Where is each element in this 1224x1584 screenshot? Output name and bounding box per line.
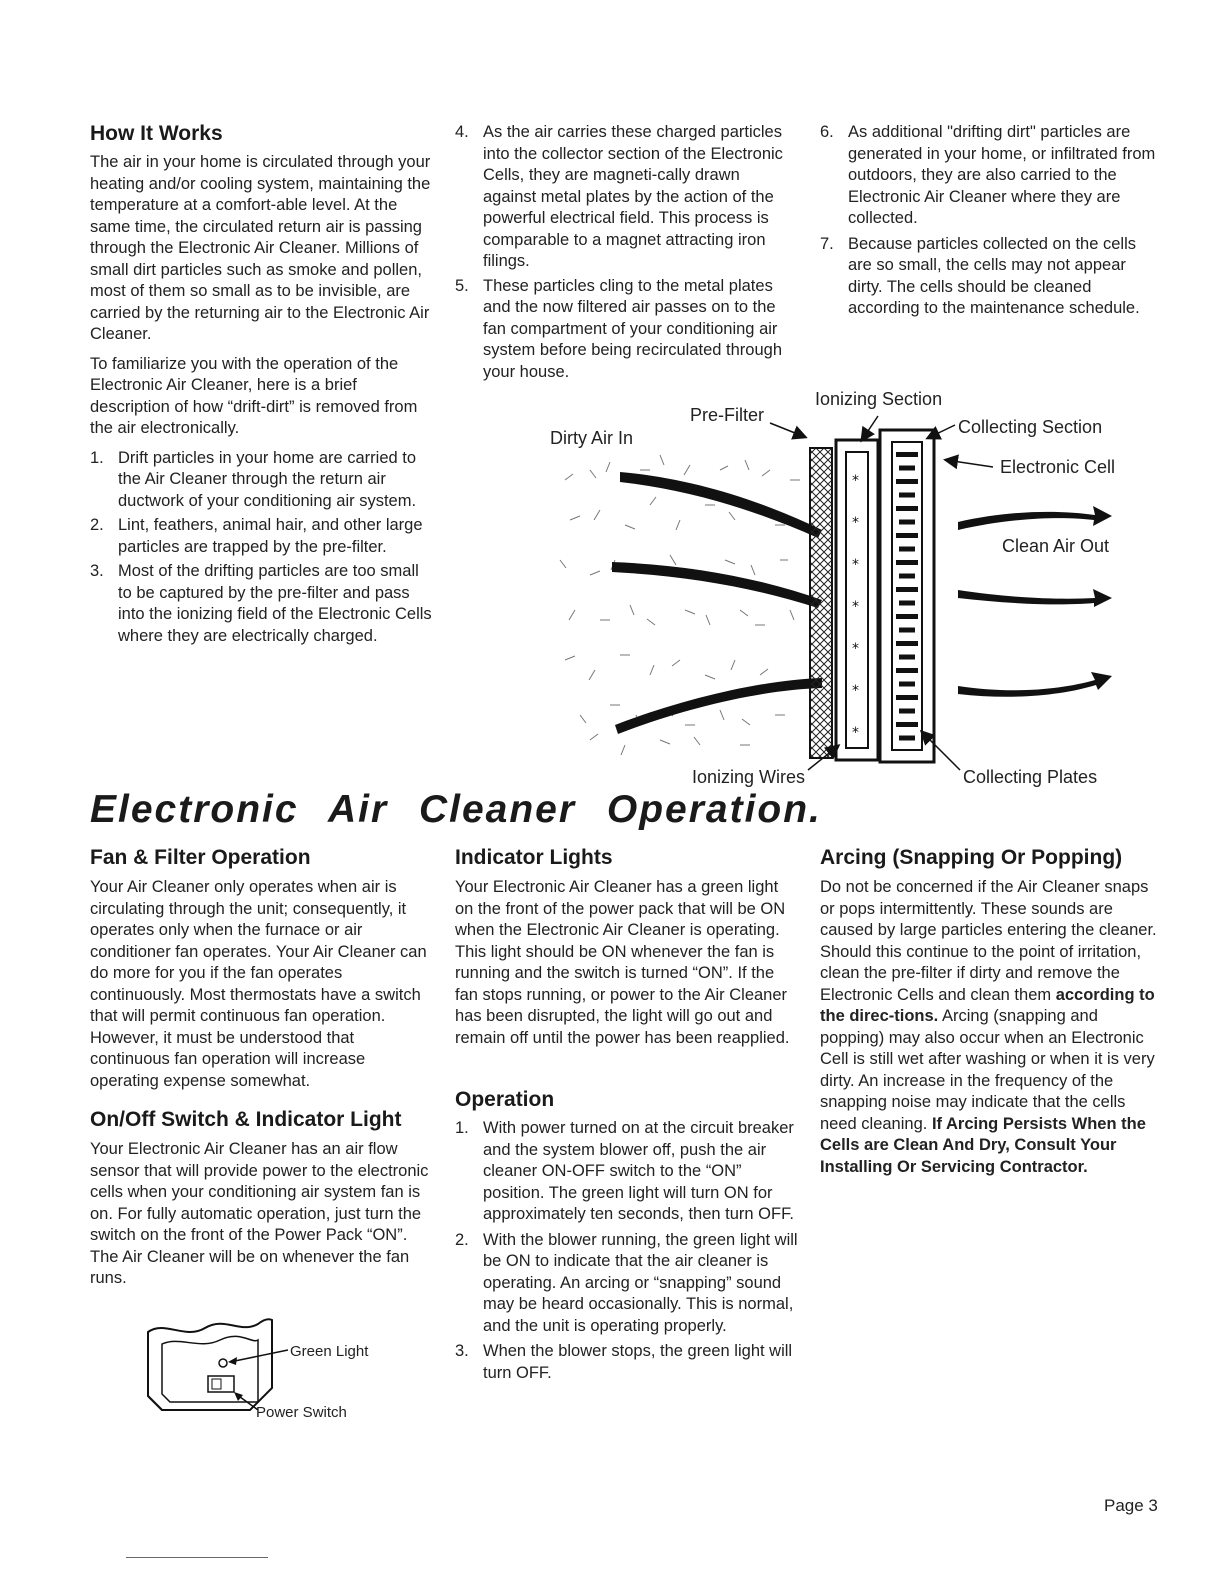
- how-it-works-steps-b: [455, 122, 795, 383]
- list-item: 1. Drift particles in your home are carried to the Air Cleaner through the return air ductwork of your conditioning air system.: [90, 448, 417, 510]
- collecting-plate: [899, 628, 915, 633]
- collecting-plate: [899, 466, 915, 471]
- fan-filter-section: [90, 846, 435, 1092]
- collecting-plate: [896, 641, 918, 646]
- collecting-plates-label: Collecting Plates: [963, 767, 1098, 787]
- how-it-works-steps-c: [820, 122, 1160, 320]
- ionizing-wires-label: Ionizing Wires: [692, 767, 806, 787]
- arcing-heading: Arcing (Snapping Or Popping): [820, 846, 1123, 869]
- pre-filter-panel: [810, 448, 832, 758]
- collecting-plate: [899, 547, 915, 552]
- collecting-section-label: Collecting Section: [958, 417, 1103, 437]
- collecting-plate: [896, 560, 918, 565]
- indicator-heading: Indicator Lights: [455, 846, 613, 869]
- svg-text:*: *: [852, 599, 859, 615]
- list-item: 1. With power turned on at the circuit breaker and the system blower off, push the air cleaner ON-OFF switch to the “ON” position. The green light will turn ON for approximately ten seconds, then turn OFF.: [455, 1119, 794, 1223]
- collecting-plate: [899, 520, 915, 525]
- collecting-plate: [896, 614, 918, 619]
- dirty-air-in-label: Dirty Air In: [550, 428, 634, 448]
- collecting-plate: [899, 655, 915, 660]
- page-title: Electronic Air Cleaner Operation.: [90, 788, 822, 831]
- collecting-plate: [899, 682, 915, 687]
- svg-text:*: *: [852, 557, 859, 573]
- clean-air-out-label: Clean Air Out: [1002, 536, 1110, 556]
- indicator-text: Your Electronic Air Cleaner has a green light on the front of the power pack that will be ON when the Electronic Air Cleaner is operating. This light should be ON whenever the fan is running and the switch is turned “ON”. If the fan stops running, or power to the Air Cleaner has been disrupted, the light will go out and remain off until the power has been reapplied.: [455, 878, 790, 1047]
- list-item: 2. With the blower running, the green light will be ON to indicate that the air cleaner is operating. An arcing or “snapping” sound may be heard occasionally. This is normal, and the unit is operating properly.: [455, 1230, 798, 1335]
- power-switch-label: Power Switch: [256, 1404, 347, 1421]
- dirty-air-arrows: [612, 472, 822, 734]
- electronic-cell-label: Electronic Cell: [1000, 457, 1116, 477]
- collecting-plate: [899, 709, 915, 714]
- collecting-plate: [896, 452, 918, 457]
- svg-text:*: *: [852, 725, 859, 741]
- list-item: 3. When the blower stops, the green light will turn OFF.: [455, 1342, 793, 1382]
- list-item: 5. These particles cling to the metal plates and the now filtered air passes on to the fan compartment of your conditioning air system before being recirculated through your house.: [455, 276, 782, 381]
- footer-link-line: [126, 1557, 268, 1558]
- list-item: 7. Because particles collected on the cells are so small, the cells may not appear dirty. The cells should be cleaned according to the maintenance schedule.: [820, 234, 1140, 317]
- collecting-plate: [899, 574, 915, 579]
- how-it-works-steps-a: [90, 448, 432, 648]
- operation-heading: Operation: [455, 1088, 555, 1111]
- onoff-heading: On/Off Switch & Indicator Light: [90, 1108, 402, 1131]
- svg-text:*: *: [852, 641, 859, 657]
- onoff-text: Your Electronic Air Cleaner has an air flow sensor that will provide power to the electronic cells when your conditioning air system fan is on. For fully automatic operation, just turn the switch on the front of the Power Pack “ON”. The Air Cleaner will be on whenever the fan runs.: [90, 1140, 429, 1287]
- arcing-text: Do not be concerned if the Air Cleaner snaps or pops intermittently. These sounds are caused by large particles entering the cleaner. Should this continue to the point of irritation, clean the pre-filter if dirty and remove the Electronic Cells and clean them according to the direc-tions. Arcing (snapping and popping) may also occur when an Electronic Cell is still wet after washing or when it is very dirty. An increase in the frequency of the snapping noise may indicate that the cells need cleaning. If Arcing Persists When the Cells are Clean And Dry, Consult Your Installing Or Servicing Contractor.: [820, 878, 1157, 1176]
- fan-filter-heading: Fan & Filter Operation: [90, 846, 311, 869]
- list-item: 6. As additional "drifting dirt" particles are generated in your home, or infiltrated from outdoors, they are also carried to the Electronic Air Cleaner where they are collected.: [820, 123, 1156, 227]
- list-item: 4. As the air carries these charged particles into the collector section of the Electronic Cells, they are magneti-cally drawn against metal plates by the action of the powerful electrical field. This process is comparable to a magnet attracting iron filings.: [455, 123, 783, 270]
- collecting-plate: [896, 587, 918, 592]
- collecting-plate: [899, 736, 915, 741]
- svg-text:*: *: [852, 683, 859, 699]
- collecting-plate: [896, 506, 918, 511]
- onoff-section: [90, 1108, 435, 1290]
- green-light-label: Green Light: [290, 1343, 369, 1360]
- collecting-plate: [896, 533, 918, 538]
- indicator-section: [455, 846, 800, 1049]
- svg-text:*: *: [852, 515, 859, 531]
- collecting-plate: [896, 695, 918, 700]
- collecting-plate: [899, 601, 915, 606]
- fan-filter-text: Your Air Cleaner only operates when air is circulating through the unit; consequently, it operates only when the furnace or air conditioner fan operates. Your Air Cleaner can do more for you if the fan operates continuously. Most thermostats have a switch that will permit continuous fan operation. However, it must be understood that continuous fan operation will increase operating expense somewhat.: [90, 878, 427, 1090]
- how-it-works-intro-1: The air in your home is circulated through your heating and/or cooling system, maintaining the temperature at a comfort-able level. At the same time, the circulated return air is passing through the Electronic Air Cleaner. Millions of small dirt particles such as smoke and pollen, most of them so small as to be invisible, are carried by the returning air to the Electronic Air Cleaner.: [90, 153, 431, 343]
- operation-section: [455, 1088, 800, 1384]
- svg-text:*: *: [852, 473, 859, 489]
- ionizing-section-label: Ionizing Section: [815, 389, 943, 409]
- collecting-plate: [896, 668, 918, 673]
- how-it-works-intro-2: To familiarize you with the operation of the Electronic Air Cleaner, here is a brief description of how “drift-dirt” is removed from the air electronically.: [90, 354, 418, 437]
- list-item: 2. Lint, feathers, animal hair, and other large particles are trapped by the pre-filter.: [90, 516, 423, 556]
- how-it-works-section: [90, 122, 432, 647]
- green-light-icon: [219, 1359, 227, 1367]
- how-it-works-heading: How It Works: [90, 122, 223, 145]
- list-item: 3. Most of the drifting particles are too small to be captured by the pre-filter and pass into the ionizing field of the Electronic Cells where they are electrically charged.: [90, 562, 432, 645]
- arcing-section: [820, 846, 1160, 1178]
- page-number: Page 3: [1104, 1496, 1158, 1515]
- pre-filter-label: Pre-Filter: [690, 405, 765, 425]
- collecting-plate: [899, 493, 915, 498]
- collecting-plate: [896, 479, 918, 484]
- collecting-plate: [896, 722, 918, 727]
- clean-air-arrows: [958, 506, 1112, 697]
